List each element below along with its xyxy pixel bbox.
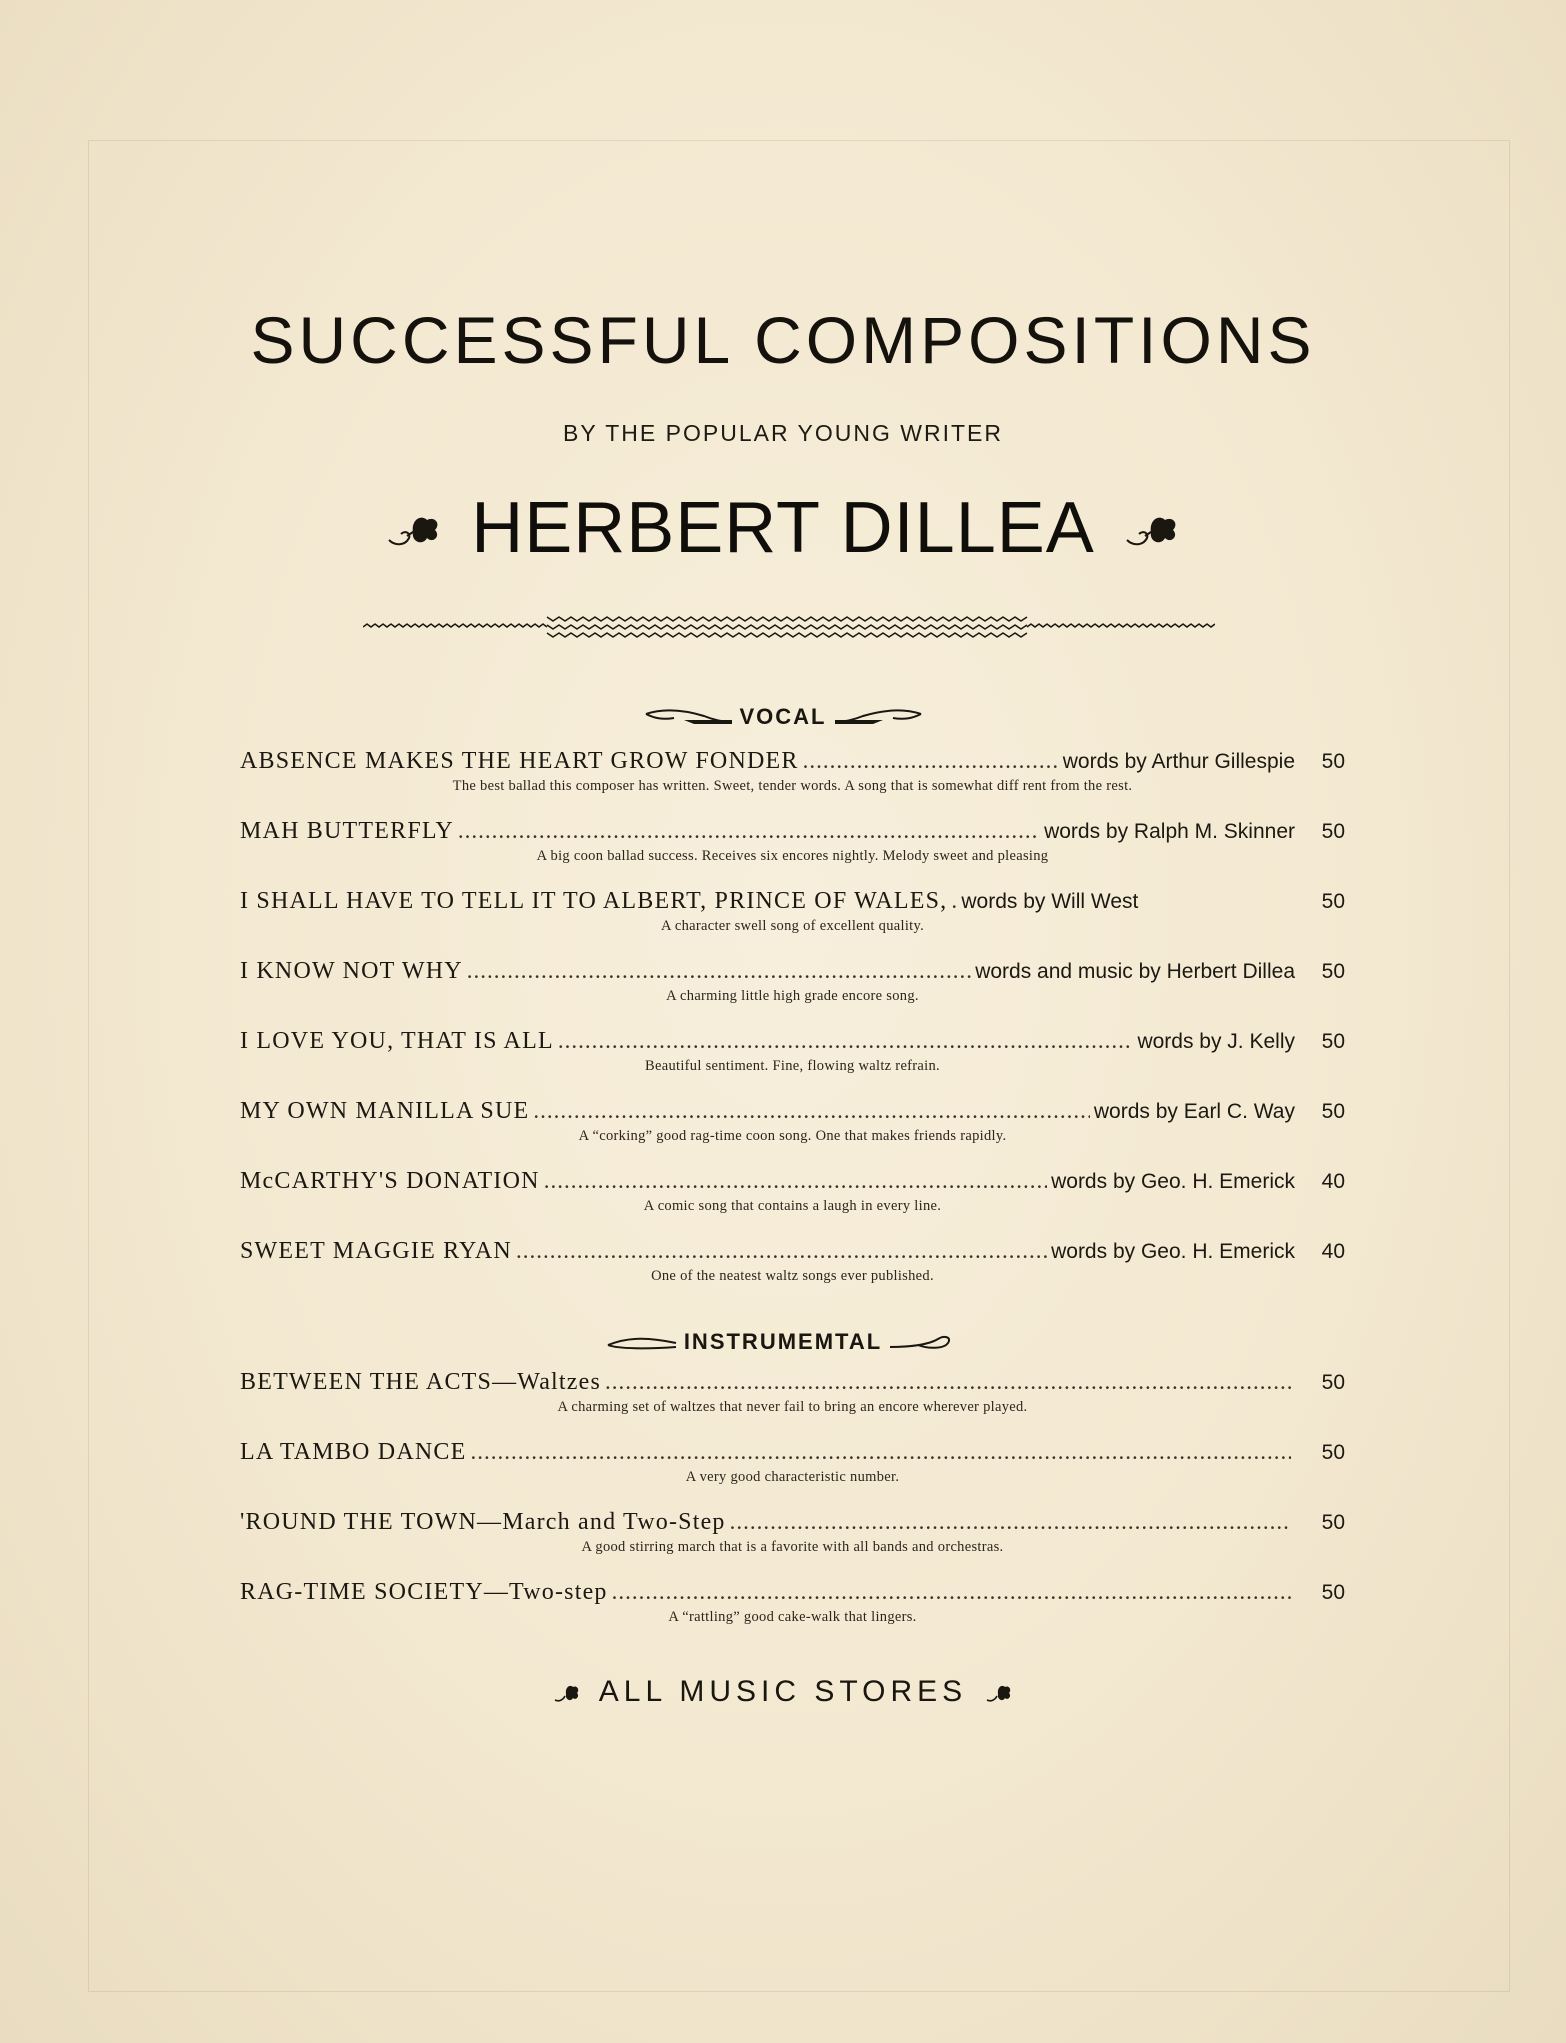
piece-description: A very good characteristic number.: [685, 1469, 900, 1485]
list-item: [240, 1579, 1345, 1626]
leaf-ornament-icon: [985, 1680, 1013, 1704]
piece-title: RAG-TIME SOCIETY—Two-step: [240, 1579, 608, 1605]
swash-ornament-icon: [588, 1331, 678, 1353]
leaf-ornament-icon: [1123, 506, 1181, 550]
song-description: A “corking” good rag-time coon song. One that makes friends rapidly.: [578, 1128, 1007, 1144]
song-title: SWEET MAGGIE RYAN: [240, 1238, 512, 1264]
piece-title: BETWEEN THE ACTS—Waltzes: [240, 1369, 602, 1395]
song-title: I KNOW NOT WHY: [240, 958, 463, 984]
piece-description: A “rattling” good cake-walk that lingers.: [668, 1609, 917, 1625]
list-item: [240, 1369, 1345, 1416]
swash-ornament-icon: [888, 1331, 978, 1353]
leaf-ornament-icon: [385, 506, 443, 550]
song-credit: words by Arthur Gillespie: [1062, 750, 1295, 773]
song-description: The best ballad this composer has written. Sweet, tender words. A song that is somewhat diff rent from the rest.: [452, 778, 1133, 794]
song-title: MAH BUTTERFLY: [240, 818, 454, 844]
piece-description: A good stirring march that is a favorite with all bands and orchestras.: [581, 1539, 1004, 1555]
footer-text: ALL MUSIC STORES: [598, 1675, 968, 1708]
song-description: One of the neatest waltz songs ever published.: [651, 1268, 934, 1284]
zigzag-divider: [363, 612, 1215, 642]
piece-title: 'ROUND THE TOWN—March and Two-Step: [240, 1509, 726, 1535]
song-price: 50: [1321, 820, 1345, 843]
song-description: A charming little high grade encore song.: [666, 988, 919, 1004]
instrumental-heading-text: INSTRUMEMTAL: [683, 1329, 883, 1354]
song-price: 50: [1321, 960, 1345, 983]
page-subtitle: BY THE POPULAR YOUNG WRITER: [563, 420, 1003, 446]
piece-price: 50: [1321, 1441, 1345, 1464]
piece-title: LA TAMBO DANCE: [240, 1439, 467, 1465]
vocal-heading: [0, 697, 1566, 737]
song-price: 50: [1321, 890, 1345, 913]
song-credit: words by Earl C. Way: [1093, 1100, 1295, 1123]
song-description: A big coon ballad success. Receives six encores nightly. Melody sweet and pleasing: [536, 848, 1049, 864]
song-credit: words by Geo. H. Emerick: [1051, 1240, 1295, 1263]
song-price: 40: [1321, 1240, 1345, 1263]
list-item: [240, 818, 1345, 865]
list-item: [240, 1509, 1345, 1556]
song-title: ABSENCE MAKES THE HEART GROW FONDER: [240, 748, 799, 774]
footer: [0, 1670, 1566, 1714]
piece-description: A charming set of waltzes that never fail to bring an encore wherever played.: [557, 1399, 1028, 1415]
page-title: SUCCESSFUL COMPOSITIONS: [250, 303, 1316, 377]
composer-banner: [0, 488, 1566, 568]
piece-price: 50: [1321, 1371, 1345, 1394]
leaf-ornament-icon: [553, 1680, 581, 1704]
composer-name: HERBERT DILLEA: [471, 488, 1095, 568]
instrumental-heading: [0, 1322, 1566, 1362]
piece-price: 50: [1321, 1581, 1345, 1604]
piece-price: 50: [1321, 1511, 1345, 1534]
song-credit: words by J. Kelly: [1137, 1030, 1295, 1053]
list-item: [240, 1168, 1345, 1215]
song-price: 50: [1321, 1030, 1345, 1053]
song-title: I LOVE YOU, THAT IS ALL: [240, 1028, 554, 1054]
song-credit: words and music by Herbert Dillea: [975, 960, 1295, 983]
song-price: 50: [1321, 1100, 1345, 1123]
swash-ornament-icon: [644, 706, 734, 728]
song-credit: words by Ralph M. Skinner: [1044, 820, 1295, 843]
list-item: [240, 1439, 1345, 1486]
list-item: [240, 1028, 1345, 1075]
vocal-heading-text: VOCAL: [739, 704, 827, 729]
list-item: [240, 958, 1345, 1005]
song-description: Beautiful sentiment. Fine, flowing waltz refrain.: [645, 1058, 940, 1074]
song-price: 50: [1321, 750, 1345, 773]
song-credit: words by Geo. H. Emerick: [1051, 1170, 1295, 1193]
list-item: [240, 1098, 1345, 1145]
list-item: [240, 748, 1345, 795]
list-item: [240, 1238, 1345, 1285]
song-description: A comic song that contains a laugh in every line.: [643, 1198, 942, 1214]
song-title: MY OWN MANILLA SUE: [240, 1098, 530, 1124]
song-credit: words by Will West: [961, 890, 1139, 913]
song-price: 40: [1321, 1170, 1345, 1193]
song-description: A character swell song of excellent quality.: [660, 918, 925, 934]
swash-ornament-icon: [833, 706, 923, 728]
list-item: [240, 888, 1345, 935]
song-title: McCARTHY'S DONATION: [240, 1168, 540, 1194]
song-title: I SHALL HAVE TO TELL IT TO ALBERT, PRINCE OF WALES,: [240, 888, 948, 914]
